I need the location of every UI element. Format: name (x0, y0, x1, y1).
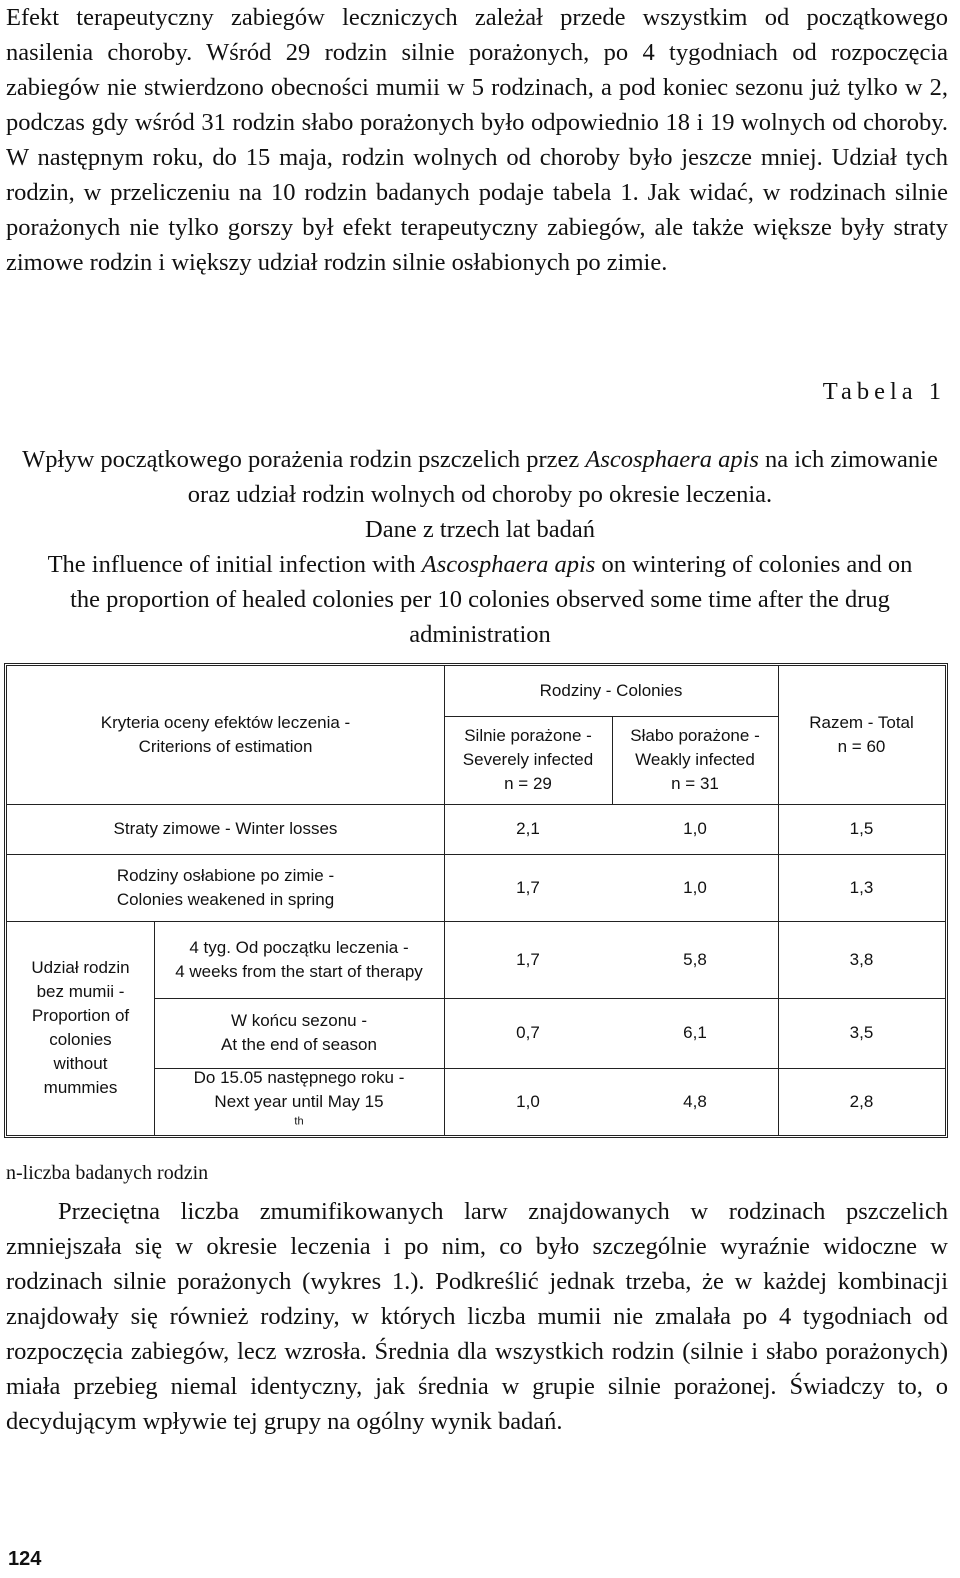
row-label-line (194, 1090, 405, 1138)
table-caption-english (0, 547, 960, 652)
total-column-header (778, 666, 945, 804)
caption-en-species: Ascosphaera apis (421, 551, 596, 578)
page-number: 124 (8, 1548, 42, 1570)
results-table (4, 663, 948, 1138)
row-label-winter-losses: Straty zimowe - Winter losses (113, 819, 338, 838)
table-cell: 2,8 (849, 1091, 874, 1111)
table-cell: 1,7 (516, 877, 540, 897)
weak-header-line: Słabo porażone - (630, 726, 760, 745)
table-cell: 3,5 (849, 1023, 874, 1042)
group-label-line: colonies (49, 1030, 112, 1049)
group-label-line: Proportion of (31, 1006, 130, 1025)
row-label-line: Colonies weakened in spring (116, 889, 335, 909)
table-cell: 1,0 (683, 877, 707, 897)
paragraph-intro: Efekt terapeutyczny zabiegów leczniczych zależał przede wszystkim od początkowego nasilenia choroby. Wśród 29 rodzin silnie porażonych, po 4 tygodniach od rozpoczęcia zabiegów nie stwierdzono obecności mumii w 5 rodzinach, a pod koniec sezonu już tylko w 2, podczas gdy wśród 31 rodzin słabo porażonych było odpowiednio 18 i 19 wolnych od choroby. W następnym roku, do 15 maja, rodzin wolnych od choroby było jeszcze mniej. Udział tych rodzin, w przeliczeniu na 10 rodzin badanych podaje tabela 1. Jak widać, w rodzinach silnie porażonych nie tylko gorszy był efekt terapeutyczny zabiegów, ale także większe były straty zimowe rodzin i większy udział rodzin silnie osłabionych po zimie. (6, 4, 948, 276)
row-label-next-year (154, 1068, 444, 1135)
colonies-header: Rodziny - Colonies (539, 681, 683, 700)
table-cell: 1,5 (849, 819, 874, 838)
weak-column-header (612, 716, 778, 804)
table-cell: 2,1 (516, 819, 540, 838)
ordinal-superscript: th (294, 1114, 304, 1127)
row-label-4-weeks (154, 921, 444, 998)
criteria-header-pl: Kryteria oceny efektów leczenia - (100, 713, 351, 732)
table-cell: 6,1 (683, 1023, 707, 1042)
table-footnote: n-liczba badanych rodzin (6, 1162, 209, 1184)
paragraph-mummified-larvae: Przeciętna liczba zmumifikowanych larw znajdowanych w rodzinach pszczelich zmniejszała się w okresie leczenia i po nim, co było szczególnie wyraźnie widoczne w rodzinach silnie porażonych (wykres 1.). Podkreślić jednak trzeba, że w każdej kombinacji znajdowały się również rodziny, w których liczba mumii nie zmalała po 4 tygodniach od rozpoczęcia zabiegów, lecz wzrosła. Średnia dla wszystkich rodzin (silnie i słabo porażonych) miała przebieg niemal identyczny, jak średnia w grupie silnie porażonej. Świadczy to, o decydującym wpływie tej grupy na ogólny wynik badań. (6, 1198, 948, 1435)
criteria-header-en: Criterions of estimation (138, 737, 313, 756)
group-label-line: bez mumii - (36, 982, 125, 1001)
caption-en-text-1: The influence of initial infection with (47, 551, 422, 578)
caption-pl-text-2: na ich zimowanie oraz udział rodzin wolnych od choroby po okresie leczenia. (187, 446, 938, 508)
group-label-line: without (53, 1054, 108, 1073)
row-label-line: Do 15.05 następnego roku - (193, 1067, 405, 1087)
group-label-line: mummies (43, 1078, 118, 1097)
table-cell: 4,8 (683, 1091, 707, 1111)
row-label-end-of-season (154, 998, 444, 1068)
severe-header-n: n = 29 (504, 774, 552, 793)
row-label-line: Rodziny osłabione po zimie - (116, 865, 335, 885)
row-label-line: 4 tyg. Od początku leczenia - (189, 937, 409, 957)
severe-column-header (444, 716, 612, 804)
row-label-text: Next year until May 15 (214, 1091, 384, 1111)
caption-pl-text-1: Wpływ początkowego porażenia rodzin pszczelich przez (22, 446, 586, 473)
criteria-header (7, 666, 444, 804)
table-cell: 1,0 (516, 1091, 540, 1111)
row-label-weakened (7, 854, 444, 921)
table-cell: 5,8 (683, 949, 707, 969)
table-cell: 1,0 (683, 819, 707, 838)
group-label-proportion-without-mummies (7, 921, 154, 1135)
caption-pl-species: Ascosphaera apis (585, 446, 759, 473)
total-header-line: Razem - Total (809, 713, 914, 732)
table-cell: 1,7 (516, 949, 540, 969)
row-label-line: W końcu sezonu - (230, 1011, 368, 1030)
row-label-line: At the end of season (221, 1035, 377, 1054)
caption-pl-data-note: Dane z trzech lat badań (365, 516, 595, 543)
weak-header-line: Weakly infected (635, 750, 755, 769)
table-cell: 3,8 (849, 949, 874, 969)
weak-header-n: n = 31 (671, 774, 719, 793)
total-header-n: n = 60 (837, 737, 886, 756)
table-cell: 1,3 (849, 877, 874, 897)
row-label-line: 4 weeks from the start of therapy (175, 961, 423, 981)
severe-header-line: Silnie porażone - (464, 726, 592, 745)
table-caption-polish (0, 442, 960, 547)
table-cell: 0,7 (516, 1023, 540, 1042)
group-label-line: Udział rodzin (31, 958, 130, 977)
severe-header-line: Severely infected (462, 750, 594, 769)
table-number: Tabela 1 (822, 378, 946, 405)
caption-en-text-2: on wintering of colonies and on the proportion of healed colonies per 10 colonies observed some time after the drug administration (70, 551, 913, 648)
